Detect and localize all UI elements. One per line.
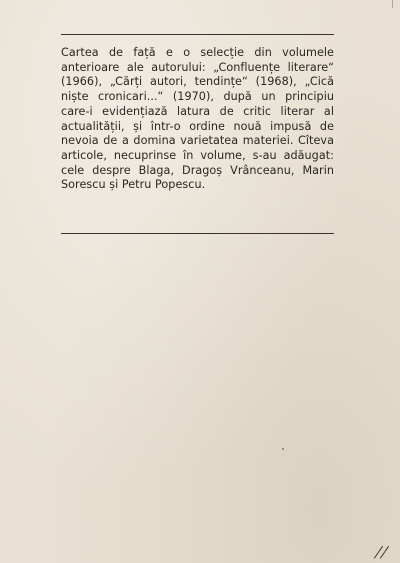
cover-blurb: Cartea de față e o selecție din volumele anterioare ale autorului: „Confluențe literare“ (1966), „Cărți autori, tendințe“ (1968), „Cică niște cronicari...“ (1970), după un principiu care-i evidențiază latura de critic literar al actualității, și într-o ordine nouă impusă de nevoia de a domina varietatea materiei. Cîteva articole, necuprinse în volume, s-au adăugat: cele despre Blaga, Dragoș Vrânceanu, Marin Sorescu și Petru Popescu.	[61, 46, 334, 192]
bottom-rule	[61, 233, 334, 234]
edge-mark	[388, 0, 393, 8]
handwritten-mark: //	[374, 543, 390, 561]
paper-speck	[282, 448, 284, 450]
top-rule	[61, 34, 334, 35]
